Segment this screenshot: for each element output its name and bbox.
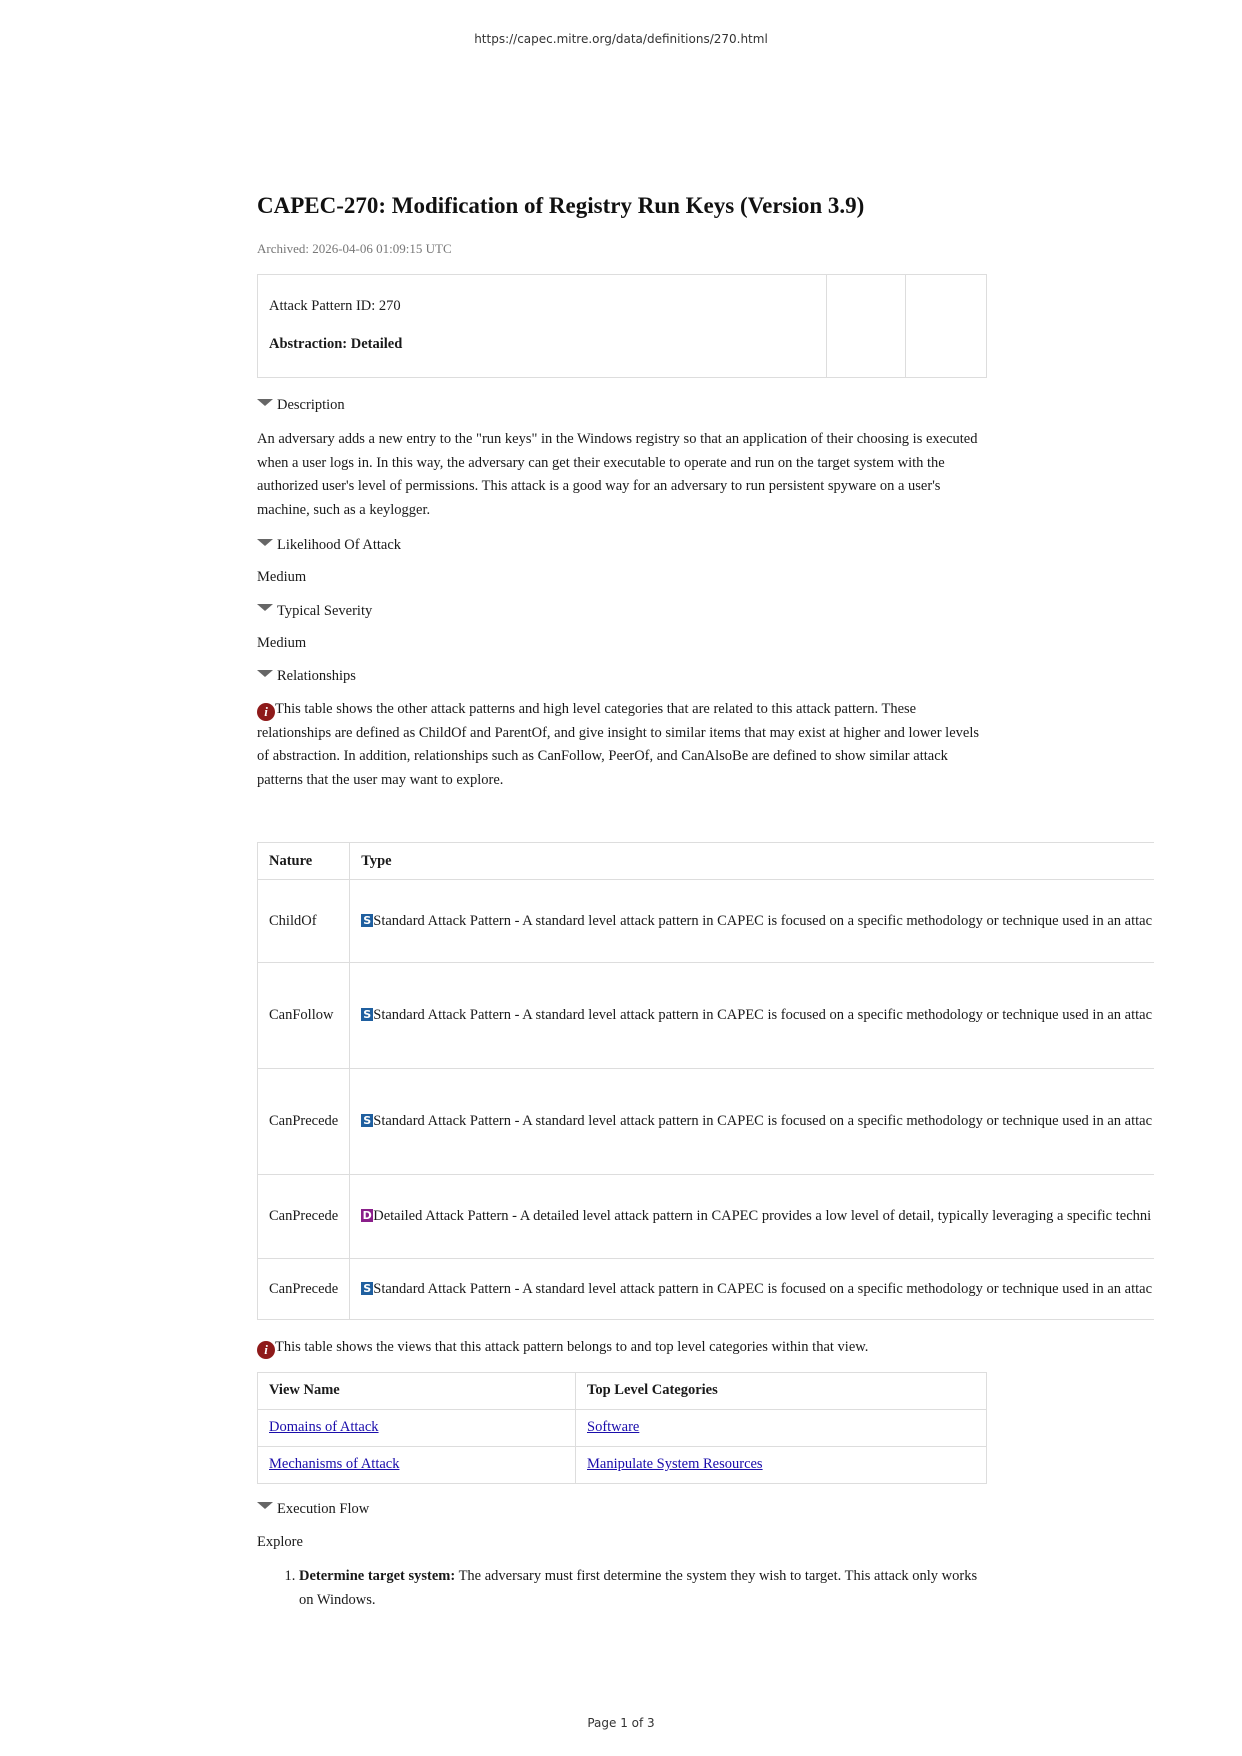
section-title: Typical Severity <box>277 602 373 619</box>
view-link-domains-of-attack[interactable]: Domains of Attack <box>269 1419 379 1435</box>
table-row <box>258 880 1164 963</box>
type-cell: DDetailed Attack Pattern - A detailed level attack pattern in CAPEC provides a low level of detail, typically leveraging a specific techni <box>350 1175 1164 1259</box>
table-header-row <box>258 843 1164 880</box>
category-cell <box>576 1446 987 1483</box>
column-header-nature: Nature <box>258 843 350 880</box>
url-header: https://capec.mitre.org/data/definitions/270.html <box>474 32 768 46</box>
id-box-cell <box>905 275 986 377</box>
likelihood-value: Medium <box>257 569 307 585</box>
column-header-type: Type <box>350 843 1164 880</box>
lower-content <box>257 1336 987 1612</box>
section-likelihood-toggle[interactable] <box>257 535 987 555</box>
table-row <box>258 1069 1164 1175</box>
relationships-table <box>257 842 1164 1320</box>
type-cell: S Standard Attack Pattern - A standard level attack pattern in CAPEC is focused on a specific methodology or technique used in an attac <box>350 963 1164 1069</box>
view-cell <box>258 1446 576 1483</box>
main-content <box>257 186 987 792</box>
view-link-mechanisms-of-attack[interactable]: Mechanisms of Attack <box>269 1456 400 1472</box>
section-title: Description <box>277 397 345 413</box>
table-row <box>258 1446 987 1483</box>
steps-list <box>257 1564 987 1612</box>
severity-value: Medium <box>257 634 307 651</box>
collapse-triangle-icon <box>257 539 273 546</box>
table-row <box>258 963 1164 1069</box>
step-text: The adversary must first determine the system they wish to target. This attack only works on Windows. <box>299 1568 978 1608</box>
column-header-view-name: View Name <box>258 1372 576 1409</box>
category-link-manipulate-system-resources[interactable]: Manipulate System Resources <box>587 1456 763 1472</box>
list-item <box>299 1564 987 1612</box>
step-title: Determine target system: <box>299 1568 456 1584</box>
section-description-toggle[interactable] <box>257 395 987 415</box>
collapse-triangle-icon <box>257 604 273 611</box>
description-text: An adversary adds a new entry to the "run keys" in the Windows registry so that an application of their choosing is executed when a user logs in. In this way, the adversary can get their executable to operate and run on the target system with the authorized user's level of permissions. This attack is a good way for an adversary to run persistent spyware on a user's machine, such as a keylogger. <box>257 431 978 518</box>
page-edge-clip <box>1154 830 1242 1330</box>
view-cell <box>258 1409 576 1446</box>
views-note: i This table shows the views that this attack pattern belongs to and top level categories within that view. <box>257 1336 987 1360</box>
category-link-software[interactable]: Software <box>587 1419 640 1435</box>
table-row <box>258 1175 1164 1259</box>
standard-pattern-icon: S <box>361 1008 373 1021</box>
nature-cell: CanPrecede <box>258 1069 350 1175</box>
detailed-pattern-icon: D <box>362 1209 372 1222</box>
abstraction-level: Abstraction: Detailed <box>269 336 403 352</box>
info-icon: i <box>257 1341 275 1359</box>
section-title: Execution Flow <box>277 1500 370 1517</box>
explore-label: Explore <box>257 1533 303 1550</box>
archived-date: Archived: 2026-04-06 01:09:15 UTC <box>257 241 452 256</box>
info-icon: i <box>257 703 275 721</box>
table-row <box>258 1409 987 1446</box>
standard-pattern-icon: S <box>361 1114 373 1127</box>
nature-cell: CanFollow <box>258 963 350 1069</box>
type-cell: S Standard Attack Pattern - A standard level attack pattern in CAPEC is focused on a specific methodology or technique used in an attac <box>350 880 1164 963</box>
type-cell: S Standard Attack Pattern - A standard level attack pattern in CAPEC is focused on a specific methodology or technique used in an attac <box>350 1069 1164 1175</box>
column-header-top-level-categories: Top Level Categories <box>576 1372 987 1409</box>
section-relationships-toggle[interactable] <box>257 666 987 686</box>
standard-pattern-icon: S <box>361 1282 373 1295</box>
collapse-triangle-icon <box>257 1502 273 1509</box>
page-number: Page 1 of 3 <box>587 1716 655 1730</box>
section-severity-toggle[interactable] <box>257 601 987 621</box>
relationships-note: i This table shows the other attack patterns and high level categories that are related to this attack pattern. These relationships are defined as ChildOf and ParentOf, and give insight to similar items that may exist at higher and lower levels of abstraction. In addition, relationships such as CanFollow, PeerOf, and CanAlsoBe are defined to show similar attack patterns that the user may want to explore. <box>257 701 980 788</box>
table-row <box>258 1259 1164 1320</box>
collapse-triangle-icon <box>257 670 273 677</box>
attack-pattern-id-box <box>257 274 987 378</box>
attack-pattern-id: Attack Pattern ID: 270 <box>269 298 401 314</box>
section-execution-flow-toggle[interactable] <box>257 1499 987 1519</box>
page-title: CAPEC-270: Modification of Registry Run Keys (Version 3.9) <box>257 193 865 218</box>
section-title: Relationships <box>277 668 356 684</box>
id-box-cell <box>826 275 905 377</box>
category-cell <box>576 1409 987 1446</box>
views-table <box>257 1372 987 1484</box>
type-cell: S Standard Attack Pattern - A standard level attack pattern in CAPEC is focused on a specific methodology or technique used in an attac <box>350 1259 1164 1320</box>
standard-pattern-icon: S <box>361 914 373 927</box>
nature-cell: CanPrecede <box>258 1175 350 1259</box>
nature-cell: ChildOf <box>258 880 350 963</box>
section-title: Likelihood Of Attack <box>277 537 402 553</box>
nature-cell: CanPrecede <box>258 1259 350 1320</box>
collapse-triangle-icon <box>257 399 273 406</box>
table-header-row <box>258 1372 987 1409</box>
